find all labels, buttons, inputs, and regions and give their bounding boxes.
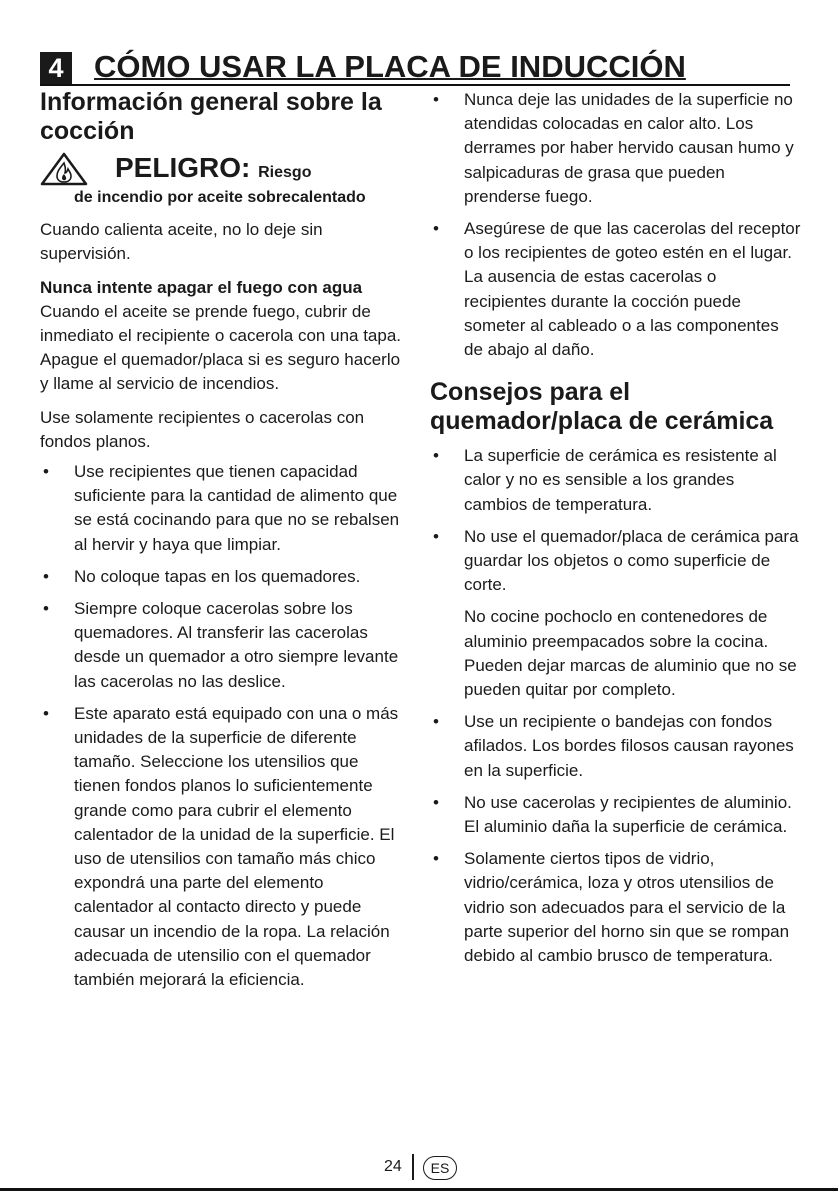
page-number: 24 xyxy=(384,1158,402,1175)
list-item: • Este aparato está equipado con una o más unidades de la superficie de diferente tamaño. Seleccione los utensilios que tienen fondos planos lo suficientemente grande como para cubrir el elemento calentador de la unidad de la superficie. El uso de utensilios con tamaño más chico expondrá una parte del elemento calentador al contacto directo y puede causar un incendio de la ropa. La relación adecuada de utensilio con el quemador también mejorará la eficiencia. xyxy=(43,703,399,990)
section-title: CÓMO USAR LA PLACA DE INDUCCIÓN xyxy=(94,49,686,84)
paragraph-water: Nunca intente apagar el fuego con agua Cuando el aceite se prende fuego, cubrir de inmediato el recipiente o cacerola con una tapa. Apague el quemador/placa si es seguro hacerlo y llame al servicio de incendios. xyxy=(40,278,402,393)
ceramic-tips-heading: Consejos para el quemador/placa de cerámica xyxy=(430,378,774,436)
right-column xyxy=(430,88,802,976)
danger-warning xyxy=(40,152,402,186)
list-item: • No coloque tapas en los quemadores. xyxy=(43,566,361,586)
list-item: • Solamente ciertos tipos de vidrio, vidrio/cerámica, loza y otros utensilios de vidrio son adecuados para el servicio de la parte superior del horno sin que se rompan debido al cambio brusco de temperatura. xyxy=(433,849,790,966)
right-top-bullet-list xyxy=(430,88,802,362)
footer-divider xyxy=(412,1154,414,1180)
section-header xyxy=(40,49,790,86)
section-number: 4 xyxy=(40,52,72,84)
right-bullet-list xyxy=(430,444,802,597)
list-item: • Nunca deje las unidades de la superficie no atendidas colocadas en calor alto. Los derrames por haber hervido causan humo y salpicaduras de grasa que pueden prenderse fuego. xyxy=(433,90,794,206)
paragraph-flat-pans: Use solamente recipientes o cacerolas con fondos planos. xyxy=(40,408,365,451)
danger-subtitle: de incendio por aceite sobrecalentado xyxy=(74,189,366,206)
left-bullet-list xyxy=(40,460,402,992)
left-column xyxy=(40,88,402,1000)
list-item: • No use cacerolas y recipientes de aluminio. El aluminio daña la superficie de cerámica. xyxy=(433,792,792,837)
list-item: • Siempre coloque cacerolas sobre los quemadores. Al transferir las cacerolas desde un quemador a otro siempre levante las cacerolas no las deslice. xyxy=(43,599,399,691)
list-item: • Asegúrese de que las cacerolas del receptor o los recipientes de goteo estén en el lugar. La ausencia de estas cacerolas o recipientes durante la cocción puede someter al cableado o a las componentes de abajo al daño. xyxy=(433,219,801,360)
right-bullet-list-2 xyxy=(430,710,802,968)
general-info-heading: Información general sobre la cocción xyxy=(40,88,382,145)
danger-title: PELIGRO: Riesgo xyxy=(115,152,312,183)
list-item: • Use recipientes que tienen capacidad suficiente para la cantidad de alimento que se está cocinando para que no se rebalsen al hervir y haya que limpiar. xyxy=(43,462,400,554)
page-footer xyxy=(0,1156,838,1182)
fire-warning-icon xyxy=(40,152,88,186)
list-item: • No use el quemador/placa de cerámica para guardar los objetos o como superficie de corte. xyxy=(433,526,799,595)
language-badge: ES xyxy=(423,1156,457,1180)
list-item: • La superficie de cerámica es resistente al calor y no es sensible a los grandes cambios de temperatura. xyxy=(433,446,777,514)
paragraph-oil: Cuando calienta aceite, no lo deje sin supervisión. xyxy=(40,220,323,263)
list-item: • Use un recipiente o bandejas con fondos afilados. Los bordes filosos causan rayones en la superficie. xyxy=(433,712,794,780)
indented-paragraph: No cocine pochoclo en contenedores de aluminio preempacados sobre la cocina. Pueden dejar marcas de aluminio que no se pueden quitar por completo. xyxy=(464,607,797,700)
